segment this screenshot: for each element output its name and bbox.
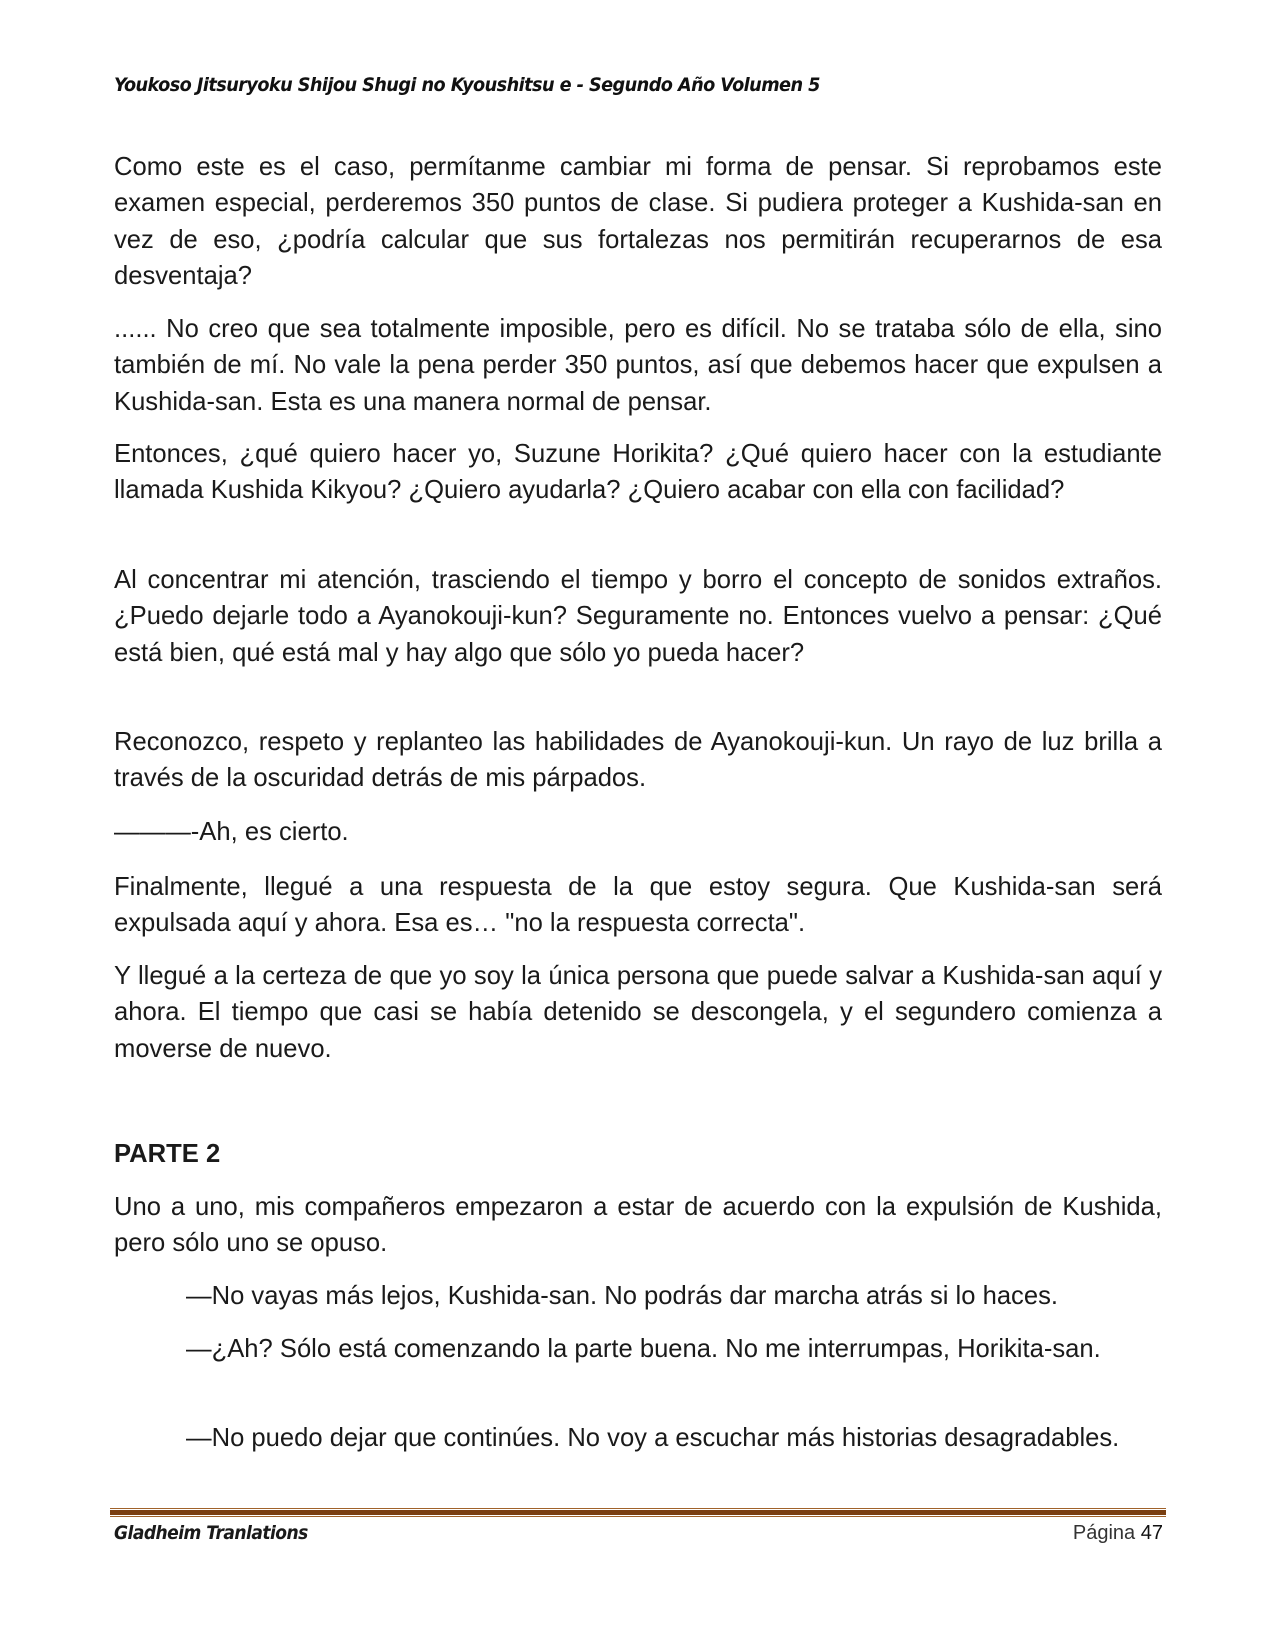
page-number-value: 47 <box>1140 1522 1163 1544</box>
paragraph: ———-Ah, es cierto. <box>114 818 349 846</box>
section-heading: PARTE 2 <box>114 1140 221 1168</box>
page-number <box>1073 1522 1163 1545</box>
paragraph: Al concentrar mi atención, trasciendo el tiempo y borro el concepto de sonidos extraños. ¿Puedo dejarle todo a Ayanokouji-kun? Seguramente no. Entonces vuelvo a pensar: ¿Qué está bien, qué está mal y hay algo que sólo yo pueda hacer? <box>114 566 1162 667</box>
dialogue-line: —No puedo dejar que continúes. No voy a escuchar más historias desagradables. <box>186 1424 1120 1452</box>
paragraph: Uno a uno, mis compañeros empezaron a estar de acuerdo con la expulsión de Kushida, pero sólo uno se opuso. <box>114 1193 1162 1258</box>
paragraph: Reconozco, respeto y replanteo las habilidades de Ayanokouji-kun. Un rayo de luz brilla a través de la oscuridad detrás de mis párpados. <box>114 728 1162 793</box>
dialogue-line: —No vayas más lejos, Kushida-san. No podrás dar marcha atrás si lo haces. <box>186 1282 1058 1310</box>
paragraph: Como este es el caso, permítanme cambiar mi forma de pensar. Si reprobamos este examen especial, perderemos 350 puntos de clase. Si pudiera proteger a Kushida-san en vez de eso, ¿podría calcular que sus fortalezas nos permitirán recuperarnos de esa desventaja? <box>114 153 1162 290</box>
paragraph: Entonces, ¿qué quiero hacer yo, Suzune Horikita? ¿Qué quiero hacer con la estudiante llamada Kushida Kikyou? ¿Quiero ayudarla? ¿Quiero acabar con ella con facilidad? <box>114 440 1162 505</box>
paragraph: ...... No creo que sea totalmente imposible, pero es difícil. No se trataba sólo de ella, sino también de mí. No vale la pena perder 350 puntos, así que debemos hacer que expulsen a Kushida-san. Esta es una manera normal de pensar. <box>114 315 1162 416</box>
dialogue-line: —¿Ah? Sólo está comenzando la parte buena. No me interrumpas, Horikita-san. <box>186 1335 1101 1363</box>
paragraph: Finalmente, llegué a una respuesta de la que estoy segura. Que Kushida-san será expulsada aquí y ahora. Esa es… "no la respuesta correcta". <box>114 873 1162 938</box>
paragraph: Y llegué a la certeza de que yo soy la única persona que puede salvar a Kushida-san aquí y ahora. El tiempo que casi se había detenido se descongela, y el segundero comienza a moverse de nuevo. <box>114 962 1162 1063</box>
footer-publisher: Gladheim Tranlations <box>114 1522 308 1544</box>
page-label: Página <box>1072 1522 1136 1544</box>
footer-divider <box>110 1508 1166 1517</box>
running-header: Youkoso Jitsuryoku Shijou Shugi no Kyoushitsu e - Segundo Año Volumen 5 <box>114 74 820 96</box>
